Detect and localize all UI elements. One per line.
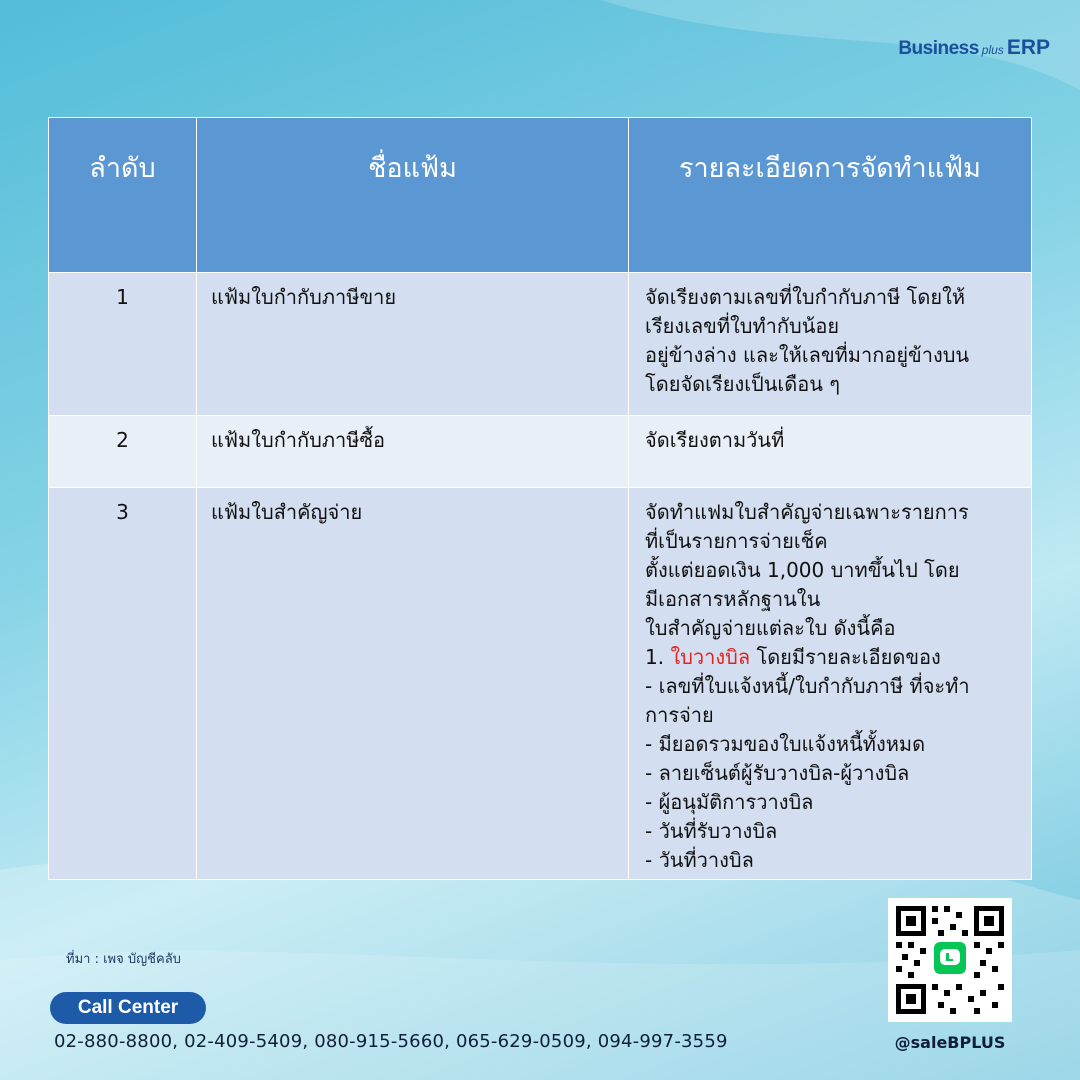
detail-line: - วันที่วางบิล (645, 848, 754, 872)
row-details (629, 273, 1032, 416)
detail-line: อยู่ข้างล่าง และให้เลขที่มากอยู่ข้างบน (645, 343, 970, 367)
row-number: 3 (49, 488, 197, 880)
item-rest: โดยมีรายละเอียดของ (750, 645, 941, 669)
detail-line: - ลายเซ็นต์ผู้รับวางบิล-ผู้วางบิล (645, 761, 910, 785)
item-prefix: 1. (645, 645, 671, 669)
header-file-name: ชื่อแฟ้ม (197, 118, 629, 273)
detail-line: - ผู้อนุมัติการวางบิล (645, 790, 814, 814)
row-file-name: แฟ้มใบกำกับภาษีขาย (197, 273, 629, 416)
detail-line: เรียงเลขที่ใบทำกับน้อย (645, 314, 840, 338)
row-number: 1 (49, 273, 197, 416)
row-number: 2 (49, 416, 197, 488)
detail-item-billing (645, 643, 1019, 672)
header-number: ลำดับ (49, 118, 197, 273)
table-row (49, 488, 1032, 880)
source-credit: ที่มา : เพจ บัญชีคลับ (66, 952, 181, 967)
phone-numbers: 02-880-8800, 02-409-5409, 080-915-5660, 065-629-0509, 094-997-3559 (54, 1031, 728, 1052)
header-details: รายละเอียดการจัดทำแฟ้ม (629, 118, 1032, 273)
detail-line: มีเอกสารหลักฐานใน (645, 587, 821, 611)
detail-line: จัดเรียงตามเลขที่ใบกำกับภาษี โดยให้ (645, 285, 966, 309)
row-details (629, 488, 1032, 880)
detail-line: การจ่าย (645, 703, 714, 727)
row-details (629, 416, 1032, 488)
detail-line: จัดเรียงตามวันที่ (645, 428, 785, 452)
detail-line: ตั้งแต่ยอดเงิน 1,000 บาทขึ้นไป โดย (645, 558, 960, 582)
detail-line: จัดทำแฟมใบสำคัญจ่ายเฉพาะรายการ (645, 500, 969, 524)
detail-line: - เลขที่ใบแจ้งหนี้/ใบกำกับภาษี ที่จะทำ (645, 674, 970, 698)
brand-logo: Business plus ERP (898, 36, 1050, 59)
table-row (49, 416, 1032, 488)
detail-line: ใบสำคัญจ่ายแต่ละใบ ดังนี้คือ (645, 616, 896, 640)
detail-line: ที่เป็นรายการจ่ายเช็ค (645, 529, 828, 553)
line-id: @saleBPLUS (894, 1033, 1006, 1052)
item-highlight: ใบวางบิล (670, 645, 751, 669)
qr-code-icon (888, 898, 1012, 1022)
row-file-name: แฟ้มใบกำกับภาษีซื้อ (197, 416, 629, 488)
file-table (48, 117, 1032, 880)
table-row (49, 273, 1032, 416)
detail-line: โดยจัดเรียงเป็นเดือน ๆ (645, 372, 841, 396)
line-qr-code[interactable] (888, 898, 1012, 1022)
call-center-button[interactable]: Call Center (50, 992, 206, 1024)
detail-line: - วันที่รับวางบิล (645, 819, 778, 843)
table-header-row (49, 118, 1032, 273)
row-file-name: แฟ้มใบสำคัญจ่าย (197, 488, 629, 880)
detail-line: - มียอดรวมของใบแจ้งหนี้ทั้งหมด (645, 732, 926, 756)
